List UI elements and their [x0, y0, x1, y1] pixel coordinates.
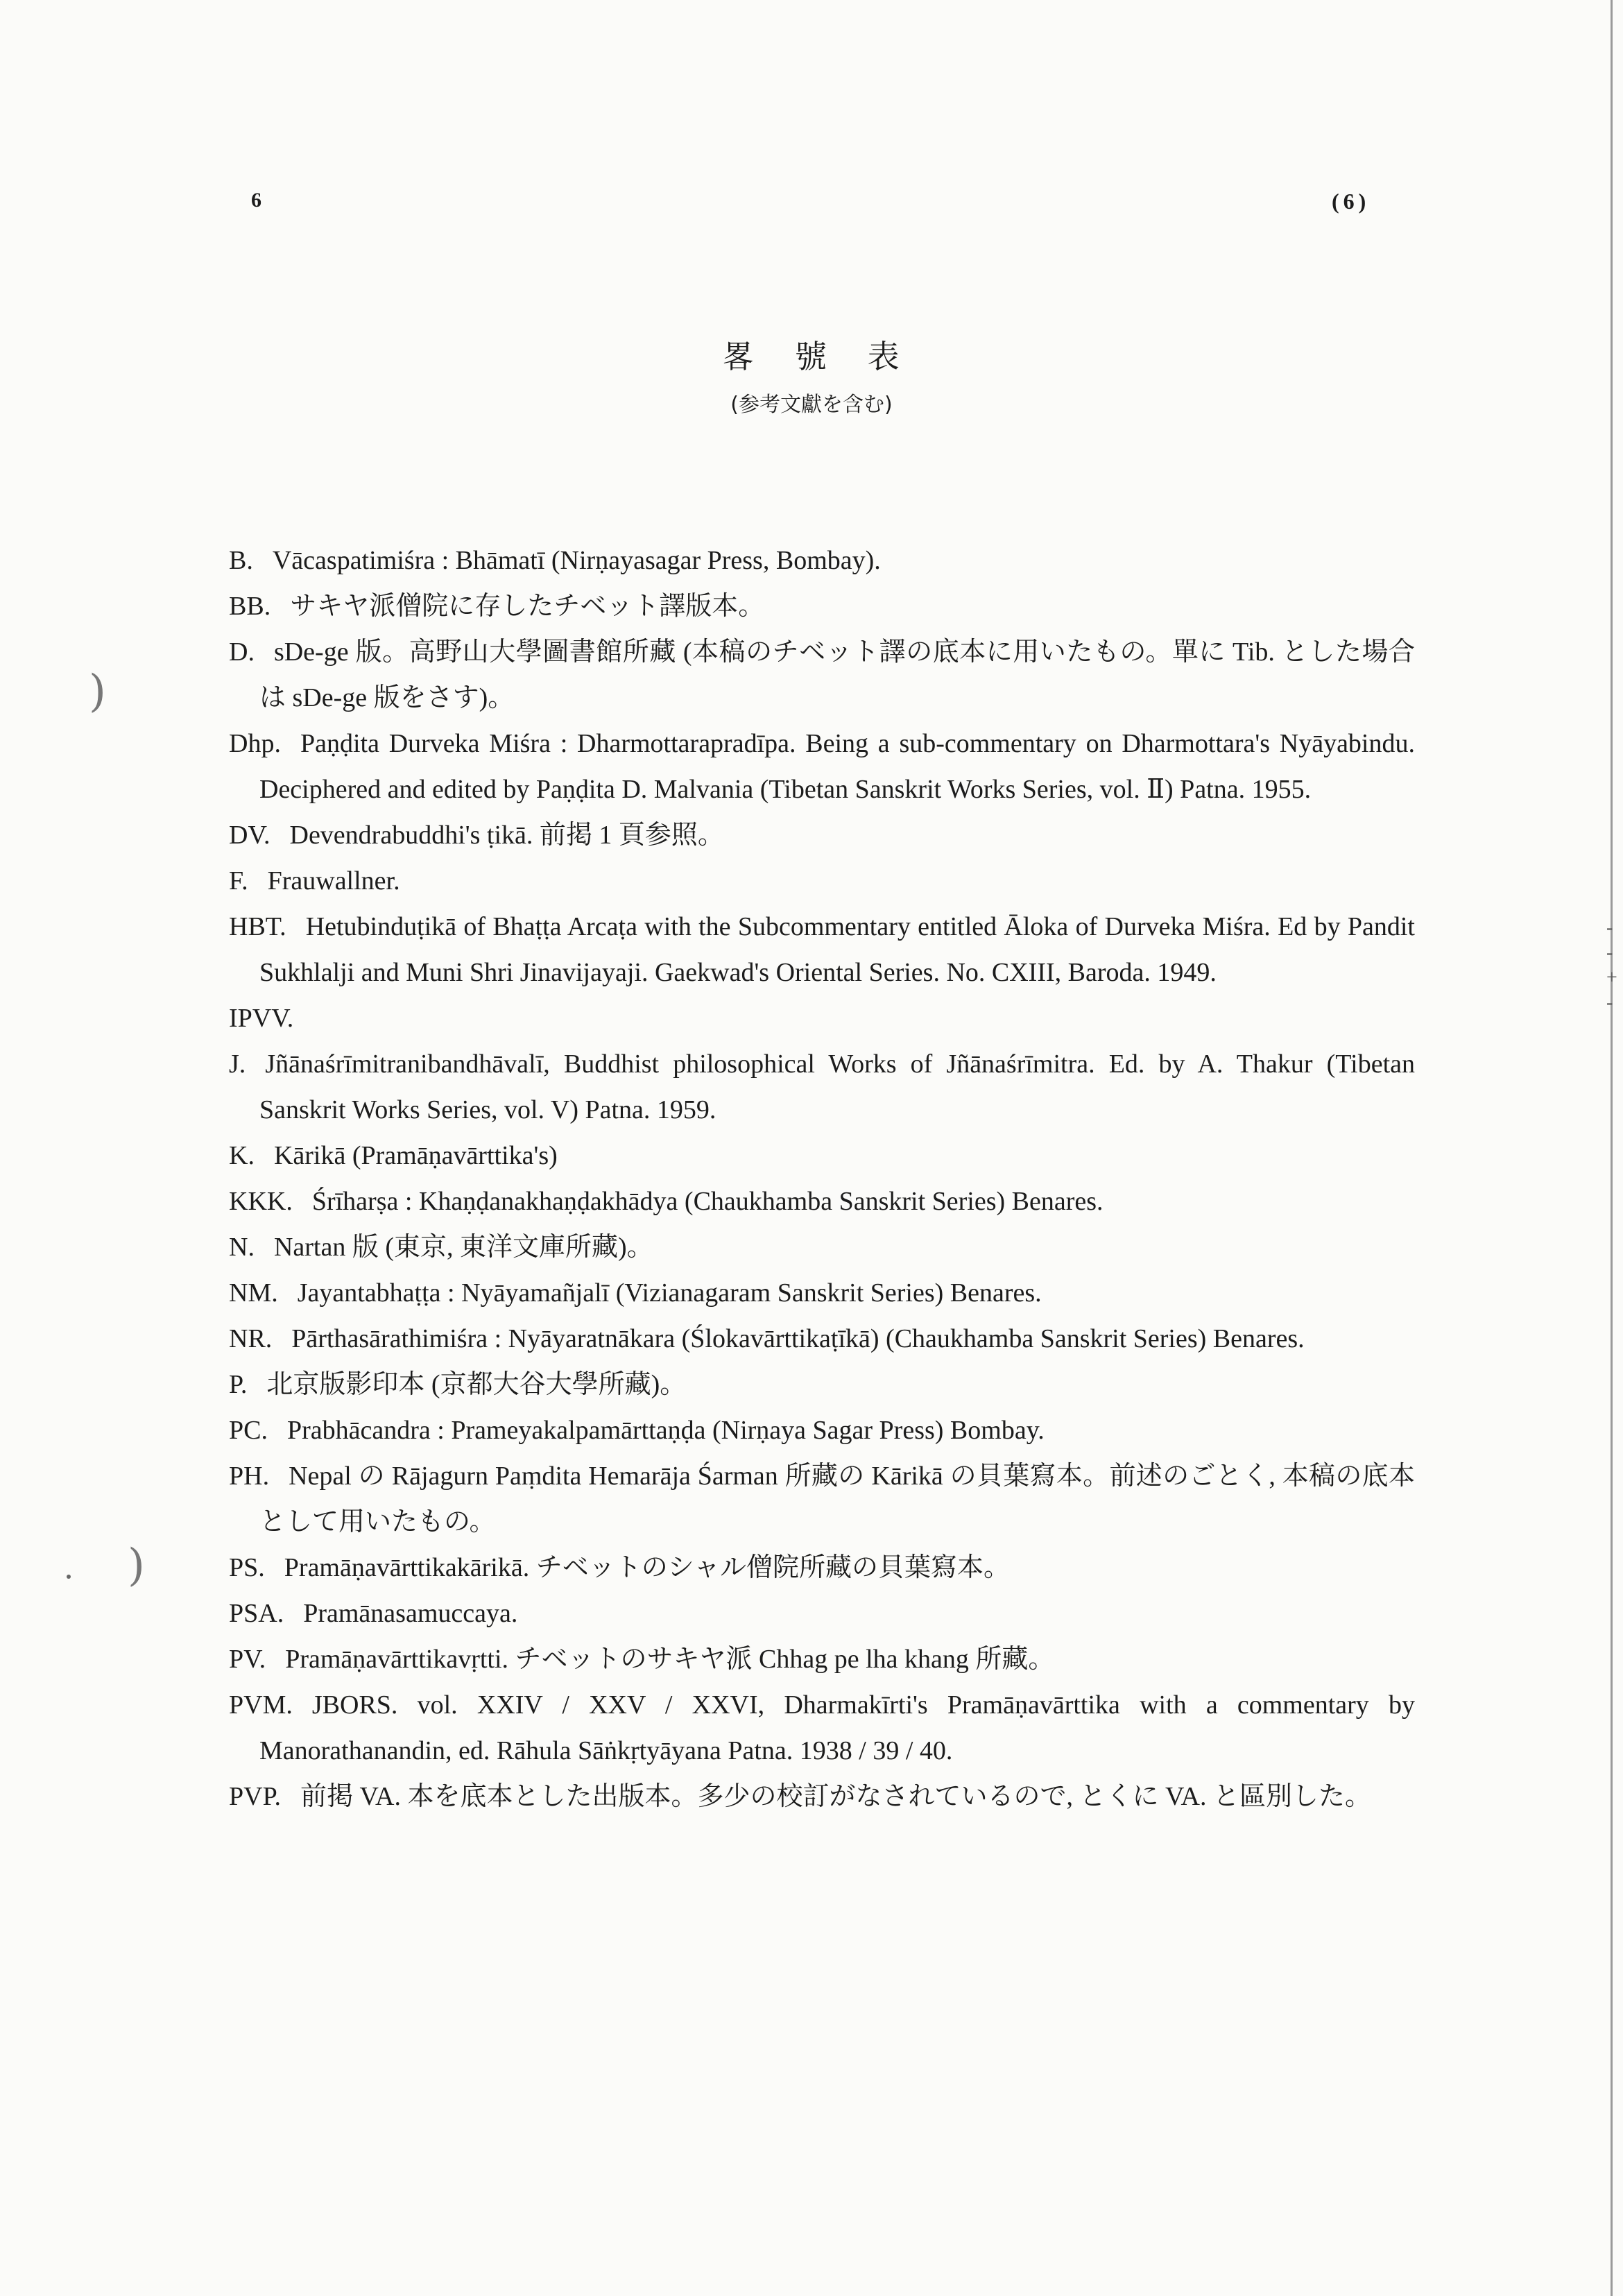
abbreviation-entry: [229, 629, 1415, 721]
page-subtitle: (参考文獻を含む): [730, 393, 893, 417]
abbreviation-entry: [229, 812, 1415, 858]
entry-text: 北京版影印本 (京都大谷大學所藏)。: [266, 1370, 687, 1399]
entry-text: Vācaspatimiśra : Bhāmatī (Nirṇayasagar Press, Bombay).: [272, 546, 881, 575]
entry-abbr: HBT.: [229, 912, 286, 941]
entry-text: Hetubinduṭikā of Bhaṭṭa Arcaṭa with the Subcommentary entitled Āloka of Durveka Miśra. Ed by Pandit Sukhlalji and Muni Shri Jinavijayaji. Gaekwad's Oriental Series. No. CXIII, Baroda. 1949.: [259, 912, 1415, 987]
entry-abbr: BB.: [229, 592, 271, 621]
entry-text: Pramāṇavārttikavṛtti. チベットのサキヤ派 Chhag pe lha khang 所藏。: [285, 1645, 1055, 1674]
entry-text: Pramānasamuccaya.: [303, 1599, 518, 1628]
entry-abbr: J.: [229, 1050, 246, 1079]
abbreviation-entry: [229, 721, 1415, 812]
abbreviation-entry: [229, 1224, 1415, 1270]
entry-text: Nepal の Rājagurn Paṃdita Hemarāja Śarman 所藏の Kārikā の貝葉寫本。前述のごとく, 本稿の底本として用いたもの。: [259, 1462, 1415, 1536]
page-title: 畧 號 表: [722, 338, 901, 375]
entry-abbr: F.: [229, 866, 248, 896]
abbreviation-list: [229, 538, 1415, 1819]
scan-dot-mark: [67, 1575, 71, 1579]
entry-text: Prabhācandra : Prameyakalpamārttaṇḍa (Nirṇaya Sagar Press) Bombay.: [286, 1416, 1045, 1445]
abbreviation-entry: [229, 995, 1415, 1041]
entry-abbr: D.: [229, 637, 255, 667]
entry-text: Śrīharṣa : Khaṇḍanakhaṇḍakhādya (Chaukhamba Sanskrit Series) Benares.: [311, 1187, 1104, 1216]
abbreviation-entry: [229, 538, 1415, 583]
entry-text: 前掲 VA. 本を底本とした出版本。多少の校訂がなされているので, とくに VA. と區別した。: [300, 1782, 1371, 1811]
entry-abbr: PSA.: [229, 1599, 284, 1628]
entry-abbr: DV.: [229, 821, 270, 850]
entry-abbr: PVM.: [229, 1690, 293, 1720]
abbreviation-entry: [229, 1636, 1415, 1682]
abbreviation-entry: [229, 1362, 1415, 1407]
entry-text: Devendrabuddhi's ṭikā. 前掲 1 頁参照。: [289, 821, 724, 850]
entry-text: JBORS. vol. XXIV / XXV / XXVI, Dharmakīrti's Pramāṇavārttika with a commentary by Manorathanandin, ed. Rāhula Sāṅkṛtyāyana Patna. 1938 / 39 / 40.: [259, 1690, 1415, 1765]
page-number-right: (6): [1332, 189, 1371, 214]
entry-text: Pramāṇavārttikakārikā. チベットのシャル僧院所藏の貝葉寫本。: [284, 1553, 1010, 1582]
entry-abbr: NR.: [229, 1324, 273, 1353]
abbreviation-entry: [229, 1041, 1415, 1133]
abbreviation-entry: [229, 1682, 1415, 1774]
abbreviation-entry: [229, 1407, 1415, 1453]
abbreviation-entry: [229, 1316, 1415, 1362]
entry-abbr: K.: [229, 1141, 255, 1170]
abbreviation-entry: [229, 904, 1415, 995]
entry-abbr: N.: [229, 1233, 255, 1262]
entry-abbr: PC.: [229, 1416, 268, 1445]
entry-abbr: Dhp.: [229, 729, 281, 758]
binding-hole-mark: ): [89, 666, 106, 717]
entry-abbr: IPVV.: [229, 1004, 294, 1033]
scan-edge-line: [1611, 0, 1613, 2296]
entry-text: Nartan 版 (東京, 東洋文庫所藏)。: [273, 1233, 653, 1262]
abbreviation-entry: [229, 1453, 1415, 1545]
entry-text: Jñānaśrīmitranibandhāvalī, Buddhist philosophical Works of Jñānaśrīmitra. Ed. by A. Thakur (Tibetan Sanskrit Works Series, vol. V) Patna. 1959.: [259, 1050, 1415, 1124]
abbreviation-entry: [229, 583, 1415, 629]
page-number-left: 6: [251, 189, 261, 212]
entry-abbr: NM.: [229, 1278, 278, 1308]
scan-edge-ticks: - - + -: [1606, 917, 1617, 1013]
entry-text: Pārthasārathimiśra : Nyāyaratnākara (Ślokavārttikaṭīkā) (Chaukhamba Sanskrit Series) Benares.: [291, 1324, 1305, 1353]
entry-abbr: PV.: [229, 1645, 266, 1674]
binding-hole-mark: ): [128, 1540, 145, 1591]
abbreviation-entry: [229, 858, 1415, 904]
abbreviation-entry: [229, 1133, 1415, 1179]
entry-abbr: PS.: [229, 1553, 265, 1582]
entry-text: サキヤ派僧院に存したチベット譯版本。: [290, 592, 765, 621]
entry-text: Kārikā (Pramāṇavārttika's): [273, 1141, 558, 1170]
abbreviation-entry: [229, 1774, 1415, 1819]
entry-text: Paṇḍita Durveka Miśra : Dharmottarapradīpa. Being a sub-commentary on Dharmottara's Nyāyabindu. Deciphered and edited by Paṇḍita D. Malvania (Tibetan Sanskrit Works Series, vol. Ⅱ) Patna. 1955.: [259, 729, 1415, 804]
entry-abbr: P.: [229, 1370, 248, 1399]
entry-text: Jayantabhaṭṭa : Nyāyamañjalī (Vizianagaram Sanskrit Series) Benares.: [297, 1278, 1042, 1308]
abbreviation-entry: [229, 1179, 1415, 1224]
abbreviation-entry: [229, 1545, 1415, 1591]
entry-text: sDe-ge 版。高野山大學圖書館所藏 (本稿のチベット譯の底本に用いたもの。單に Tib. とした場合は sDe-ge 版をさす)。: [259, 637, 1415, 712]
entry-abbr: B.: [229, 546, 253, 575]
abbreviation-entry: [229, 1591, 1415, 1636]
abbreviation-entry: [229, 1270, 1415, 1316]
entry-abbr: KKK.: [229, 1187, 293, 1216]
entry-text: Frauwallner.: [267, 866, 400, 896]
entry-abbr: PH.: [229, 1462, 270, 1491]
entry-abbr: PVP.: [229, 1782, 281, 1811]
